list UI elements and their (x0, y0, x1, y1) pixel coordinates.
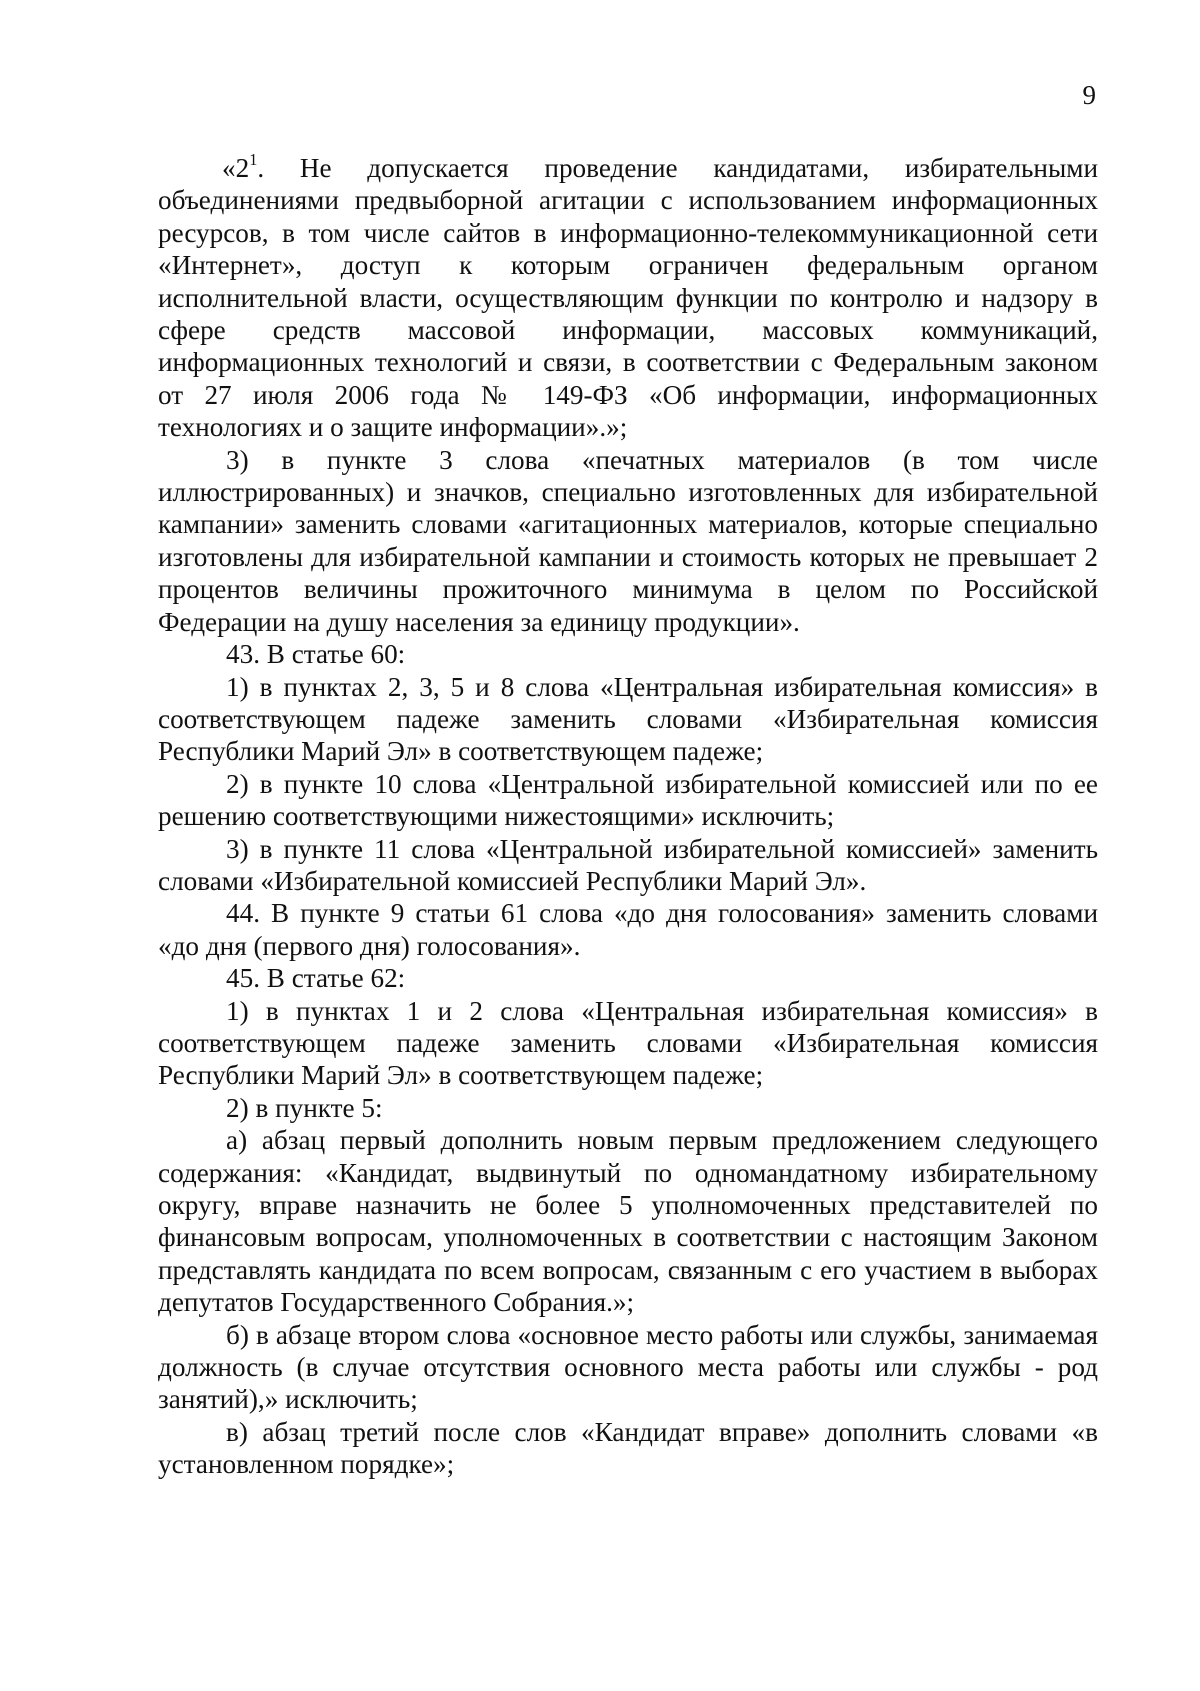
paragraph-45-item-1: 1) в пунктах 1 и 2 слова «Центральная избирательная комиссия» в соответствующем падеже заменить словами «Избирательная комиссия Республики Марий Эл» в соответствующем падеже; (158, 995, 1098, 1091)
paragraph-section-45: 45. В статье 62: (226, 963, 406, 994)
paragraph-43-item-3: 3) в пункте 11 слова «Центральной избирательной комиссией» заменить словами «Избирательной комиссией Республики Марий Эл». (158, 833, 1098, 896)
paragraph-45-item-2: 2) в пункте 5: (226, 1092, 383, 1123)
paragraph-article-2-1 (158, 149, 1098, 444)
paragraph-45-subitem-b: б) в абзаце втором слова «основное место работы или службы, занимаемая должность (в случае отсутствия основного места работы или службы - род занятий),» исключить; (158, 1319, 1098, 1415)
paragraph-text: . Не допускается проведение кандидатами, избирательными объединениями предвыборной агитации с использованием информационных ресурсов, в том числе сайтов в информационно-телекоммуникационной сети «Интернет», доступ к которым ограничен федеральным органом исполнительной власти, осуществляющим функции по контролю и надзору в сфере средств массовой информации, массовых коммуникаций, информационных технологий и связи, в соответствии с Федеральным законом от 27 июля 2006 года № 149-ФЗ «Об информации, информационных технологиях и о защите информации».»; (158, 153, 1098, 443)
paragraph-45-subitem-a: а) абзац первый дополнить новым первым предложением следующего содержания: «Кандидат, выдвинутый по одномандатному избирательному округу, вправе назначить не более 5 уполномоченных представителей по финансовым вопросам, уполномоченных в соответствии с настоящим Законом представлять кандидата по всем вопросам, связанным с его участием в выборах депутатов Государственного Собрания.»; (158, 1125, 1098, 1318)
paragraph-section-43: 43. В статье 60: (226, 639, 406, 670)
superscript-1: 1 (249, 149, 258, 169)
page-number: 9 (1082, 80, 1096, 110)
paragraph-45-subitem-v: в) абзац третий после слов «Кандидат вправе» дополнить словами «в установленном порядке»; (158, 1416, 1098, 1480)
paragraph-43-item-2: 2) в пункте 10 слова «Центральной избирательной комиссией или по ее решению соответствующими нижестоящими» исключить; (158, 768, 1098, 832)
paragraph-section-44: 44. В пункте 9 статьи 61 слова «до дня голосования» заменить словами «до дня (первого дня) голосования». (158, 898, 1098, 961)
paragraph-lead: «2 (222, 153, 250, 183)
paragraph-43-item-1: 1) в пунктах 2, 3, 5 и 8 слова «Центральная избирательная комиссия» в соответствующем падеже заменить словами «Избирательная комиссия Республики Марий Эл» в соответствующем падеже; (158, 671, 1098, 767)
document-body (158, 149, 1098, 1481)
paragraph-item-3: 3) в пункте 3 слова «печатных материалов (в том числе иллюстрированных) и значков, специально изготовленных для избирательной кампании» заменить словами «агитационных материалов, которые специально изготовлены для избирательной кампании и стоимость которых не превышает 2 процентов величины прожиточного минимума в целом по Российской Федерации на душу населения за единицу продукции». (158, 444, 1098, 637)
